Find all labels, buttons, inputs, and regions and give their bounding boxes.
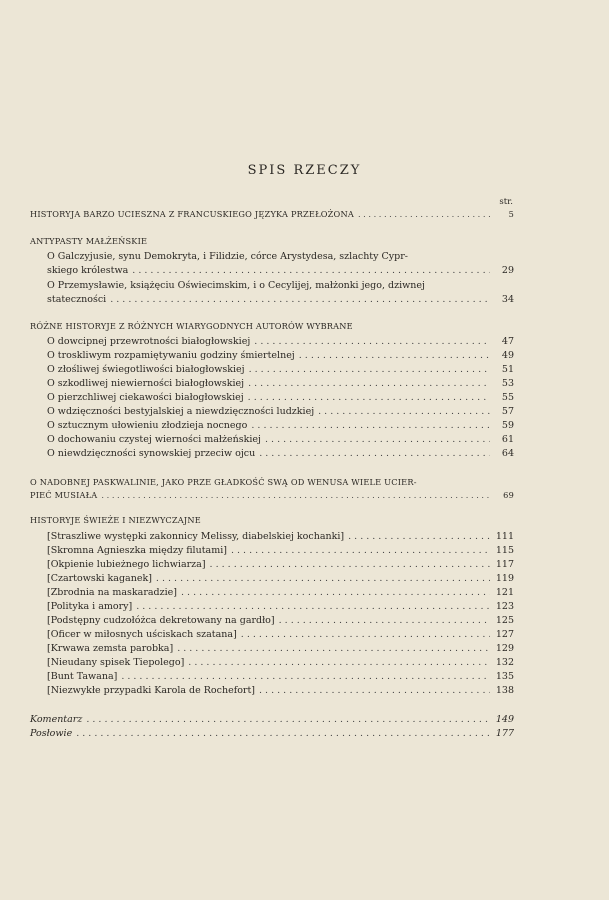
toc-entry bbox=[47, 530, 514, 543]
toc-entry-label: [Okpienie lubieżnego lichwiarza] bbox=[47, 559, 206, 570]
dot-leader bbox=[86, 713, 490, 726]
toc-entry-label: O wdzięczności bestyjalskiej a niewdzięczności ludzkiej bbox=[47, 406, 315, 417]
dot-leader bbox=[210, 558, 490, 571]
toc-entry-page: 125 bbox=[495, 615, 514, 626]
dot-leader bbox=[251, 419, 490, 432]
dot-leader bbox=[181, 586, 490, 599]
dot-leader bbox=[259, 447, 490, 460]
toc-entry-label: PIEĆ MUSIAŁA bbox=[30, 490, 98, 500]
dot-leader bbox=[299, 349, 490, 362]
toc-entry bbox=[47, 335, 514, 348]
dot-leader bbox=[121, 670, 490, 683]
toc-entry-page: 119 bbox=[495, 573, 514, 584]
toc-entry-page: 115 bbox=[495, 545, 514, 556]
dot-leader bbox=[156, 572, 490, 585]
dot-leader bbox=[348, 530, 490, 543]
toc-entry-page: 121 bbox=[495, 587, 514, 598]
toc-entry-page: 57 bbox=[501, 406, 514, 417]
toc-entry-label: [Straszliwe występki zakonnicy Melissy, diabelskiej kochanki] bbox=[47, 531, 345, 542]
toc-entry bbox=[47, 447, 514, 460]
toc-entry bbox=[47, 628, 514, 641]
toc-entry bbox=[47, 377, 514, 390]
toc-entry-page: 111 bbox=[495, 531, 514, 542]
page-column-header: str. bbox=[499, 197, 513, 207]
toc-entry bbox=[47, 544, 514, 557]
toc-entry bbox=[47, 349, 514, 362]
toc-entry bbox=[47, 600, 514, 613]
dot-leader bbox=[188, 656, 490, 669]
toc-entry-label: O niewdzięczności synowskiej przeciw ojcu bbox=[47, 448, 256, 459]
toc-entry-page: 49 bbox=[501, 350, 514, 361]
dot-leader bbox=[248, 377, 490, 390]
toc-entry-label: O dowcipnej przewrotności białogłowskiej bbox=[47, 336, 251, 347]
toc-entry-label: [Zbrodnia na maskaradzie] bbox=[47, 587, 177, 598]
toc-entry-label: HISTORYJA BARZO UCIESZNA Z FRANCUSKIEGO JĘZYKA PRZEŁOŻONA bbox=[30, 209, 354, 219]
toc-entry-label: skiego królestwa bbox=[47, 265, 129, 276]
toc-entry bbox=[47, 433, 514, 446]
toc-entry-label: [Nieudany spisek Tiepolego] bbox=[47, 657, 185, 668]
toc-entry-page: 177 bbox=[495, 728, 514, 739]
toc-entry bbox=[47, 656, 514, 669]
toc-entry-label: [Czartowski kaganek] bbox=[47, 573, 152, 584]
dot-leader bbox=[76, 727, 490, 740]
dot-leader bbox=[241, 628, 490, 641]
toc-entry-page: 5 bbox=[508, 209, 514, 219]
dot-leader bbox=[259, 684, 490, 697]
toc-entry-label: [Bunt Tawana] bbox=[47, 671, 118, 682]
toc-entry bbox=[47, 419, 514, 432]
toc-entry bbox=[47, 614, 514, 627]
toc-entry-page: 51 bbox=[501, 364, 514, 375]
toc-entry-page: 135 bbox=[495, 671, 514, 682]
toc-entry-label: stateczności bbox=[47, 294, 107, 305]
toc-entry-page: 61 bbox=[501, 434, 514, 445]
toc-entry bbox=[30, 489, 514, 502]
dot-leader bbox=[101, 489, 490, 502]
toc-entry-page: 127 bbox=[495, 629, 514, 640]
section-heading: ANTYPASTY MAŁŻEŃSKIE bbox=[30, 236, 148, 246]
toc-entry-label: Komentarz bbox=[30, 714, 83, 725]
toc-entry bbox=[30, 208, 514, 221]
dot-leader bbox=[358, 208, 490, 221]
toc-entry-label: Posłowie bbox=[30, 728, 73, 739]
toc-entry-page: 129 bbox=[495, 643, 514, 654]
toc-entry-label: O złośliwej świegotliwości białogłowskiej bbox=[47, 364, 245, 375]
toc-entry bbox=[30, 727, 514, 740]
dot-leader bbox=[248, 391, 490, 404]
toc-entry-label-line: O NADOBNEJ PASKWALINIE, JAKO PRZE GŁADKOŚĆ SWĄ OD WENUSA WIELE UCIER- bbox=[30, 477, 417, 487]
dot-leader bbox=[254, 335, 490, 348]
toc-entry bbox=[47, 572, 514, 585]
toc-entry bbox=[47, 586, 514, 599]
toc-entry-page: 69 bbox=[503, 490, 514, 500]
toc-entry-label: [Niezwykłe przypadki Karola de Rochefort] bbox=[47, 685, 255, 696]
toc-entry-label-line: O Przemysławie, książęciu Oświecimskim, i o Cecylijej, małżonki jego, dziwnej bbox=[47, 280, 425, 291]
toc-entry bbox=[47, 405, 514, 418]
section-heading: HISTORYJE ŚWIEŻE I NIEZWYCZAJNE bbox=[30, 515, 201, 525]
toc-entry-label: O szkodliwej niewierności białogłowskiej bbox=[47, 378, 245, 389]
toc-entry-page: 59 bbox=[501, 420, 514, 431]
toc-entry-label-line: O Galczyjusie, synu Demokryta, i Filidzie, córce Arystydesa, szlachty Cypr- bbox=[47, 251, 408, 262]
toc-entry-page: 53 bbox=[501, 378, 514, 389]
dot-leader bbox=[231, 544, 490, 557]
toc-entry-page: 64 bbox=[501, 448, 514, 459]
toc-entry-label: O sztucznym ułowieniu złodzieja nocnego bbox=[47, 420, 248, 431]
toc-entry-page: 138 bbox=[495, 685, 514, 696]
toc-entry-label: O troskliwym rozpamiętywaniu godziny śmiertelnej bbox=[47, 350, 295, 361]
toc-entry-page: 117 bbox=[495, 559, 514, 570]
toc-entry bbox=[47, 684, 514, 697]
toc-entry-page: 29 bbox=[501, 265, 514, 276]
toc-entry-page: 47 bbox=[501, 336, 514, 347]
toc-entry-label: [Oficer w miłosnych uściskach szatana] bbox=[47, 629, 237, 640]
dot-leader bbox=[265, 433, 490, 446]
dot-leader bbox=[249, 363, 490, 376]
toc-entry bbox=[47, 391, 514, 404]
dot-leader bbox=[132, 264, 490, 277]
toc-entry bbox=[47, 670, 514, 683]
toc-entry bbox=[30, 713, 514, 726]
page-title: SPIS RZECZY bbox=[247, 163, 362, 178]
dot-leader bbox=[318, 405, 490, 418]
toc-entry-label: [Polityka i amory] bbox=[47, 601, 133, 612]
toc-entry-page: 34 bbox=[501, 294, 514, 305]
dot-leader bbox=[177, 642, 490, 655]
toc-entry bbox=[47, 293, 514, 306]
dot-leader bbox=[136, 600, 490, 613]
toc-entry bbox=[47, 363, 514, 376]
section-heading: RÓŻNE HISTORYJE Z RÓŻNYCH WIARYGODNYCH AUTORÓW WYBRANE bbox=[30, 321, 353, 331]
toc-entry-page: 132 bbox=[495, 657, 514, 668]
dot-leader bbox=[110, 293, 490, 306]
toc-entry bbox=[47, 264, 514, 277]
toc-entry-label: [Skromna Agnieszka między filutami] bbox=[47, 545, 227, 556]
toc-entry-label: [Krwawa zemsta parobka] bbox=[47, 643, 174, 654]
toc-entry bbox=[47, 558, 514, 571]
toc-entry-label: O dochowaniu czystej wierności małżeńskiej bbox=[47, 434, 261, 445]
toc-entry-label: [Podstępny cudzołóżca dekretowany na gardło] bbox=[47, 615, 275, 626]
toc-entry-label: O pierzchliwej ciekawości białogłowskiej bbox=[47, 392, 244, 403]
dot-leader bbox=[279, 614, 490, 627]
toc-entry-page: 55 bbox=[501, 392, 514, 403]
toc-entry-page: 149 bbox=[495, 714, 514, 725]
toc-entry bbox=[47, 642, 514, 655]
toc-entry-page: 123 bbox=[495, 601, 514, 612]
